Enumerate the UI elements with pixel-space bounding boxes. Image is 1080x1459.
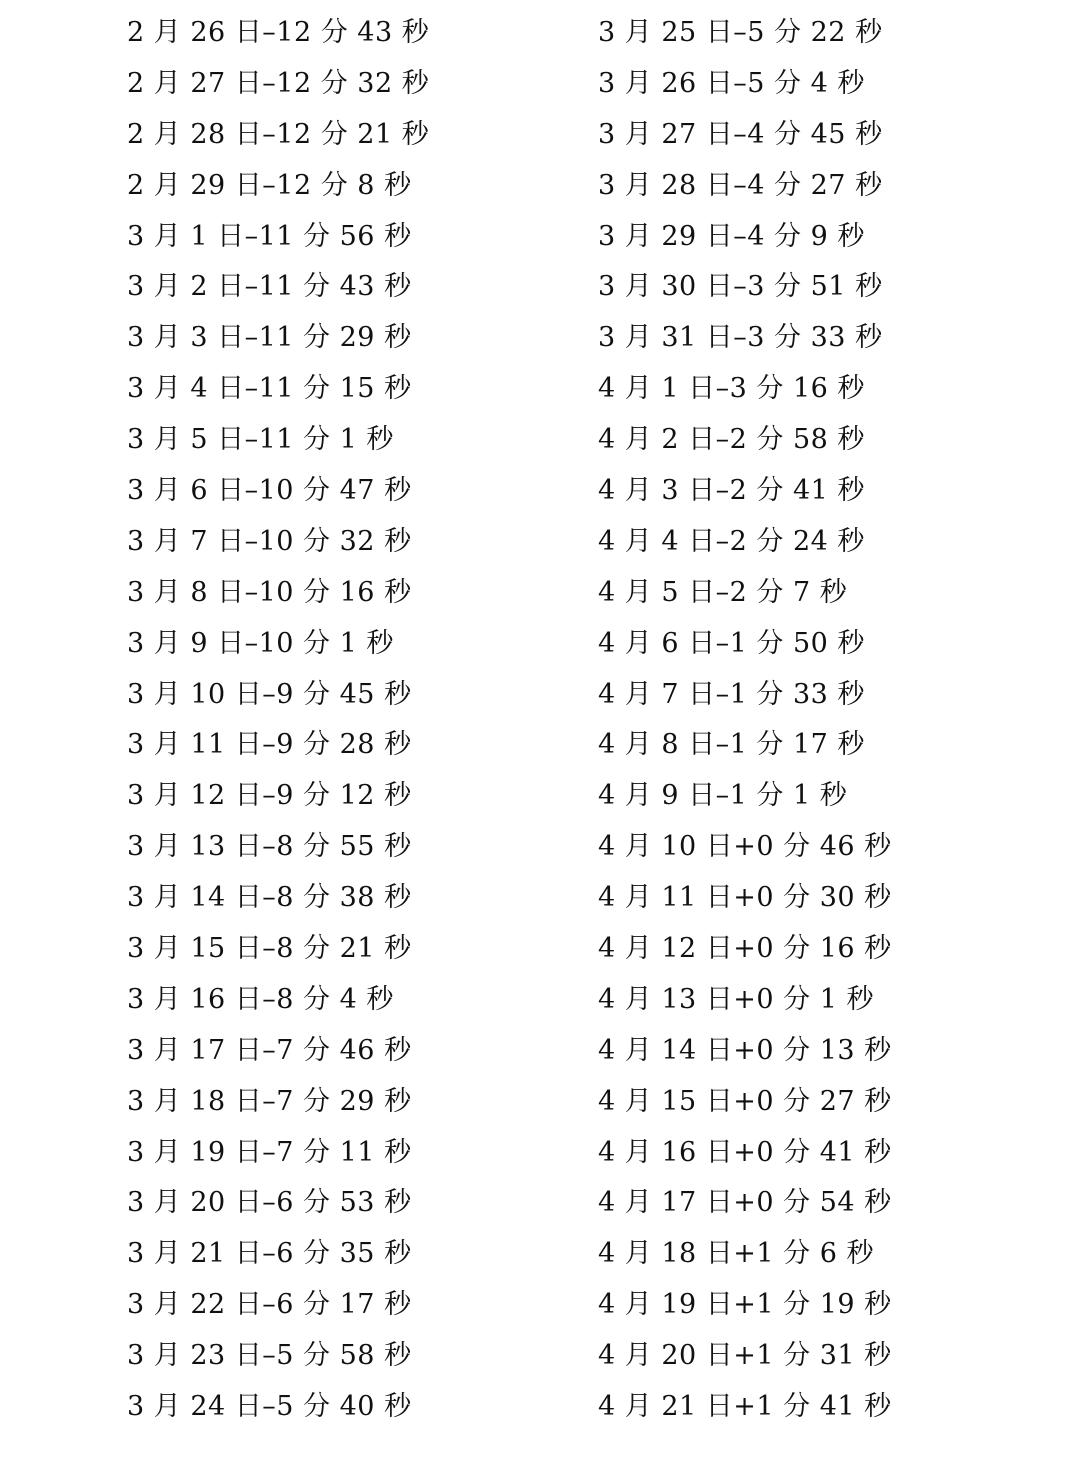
list-item: 3 月 19 日–7 分 11 秒 — [127, 1136, 412, 1168]
list-item: 3 月 25 日–5 分 22 秒 — [598, 17, 883, 48]
list-item: 4 月 16 日+0 分 41 秒 — [598, 1136, 892, 1168]
list-item: 3 月 27 日–4 分 45 秒 — [598, 118, 883, 150]
list-item: 2 月 27 日–12 分 32 秒 — [127, 67, 430, 99]
list-item: 3 月 24 日–5 分 40 秒 — [127, 1391, 412, 1423]
list-item: 3 月 2 日–11 分 43 秒 — [127, 271, 412, 303]
list-item: 3 月 14 日–8 分 38 秒 — [127, 882, 412, 914]
list-item: 4 月 10 日+0 分 46 秒 — [598, 831, 892, 863]
list-item: 3 月 12 日–9 分 12 秒 — [127, 780, 412, 812]
list-item: 3 月 23 日–5 分 58 秒 — [127, 1340, 412, 1372]
list-item: 3 月 3 日–11 分 29 秒 — [127, 322, 412, 354]
list-item: 4 月 9 日–1 分 1 秒 — [598, 780, 848, 812]
list-item: 3 月 15 日–8 分 21 秒 — [127, 933, 412, 965]
list-item: 3 月 5 日–11 分 1 秒 — [127, 424, 394, 456]
list-item: 2 月 29 日–12 分 8 秒 — [127, 169, 412, 201]
list-item: 4 月 18 日+1 分 6 秒 — [598, 1238, 875, 1270]
list-item: 2 月 28 日–12 分 21 秒 — [127, 118, 430, 150]
list-item: 3 月 26 日–5 分 4 秒 — [598, 67, 865, 99]
list-item: 3 月 28 日–4 分 27 秒 — [598, 169, 883, 201]
list-item: 3 月 20 日–6 分 53 秒 — [127, 1187, 412, 1219]
list-item: 4 月 15 日+0 分 27 秒 — [598, 1085, 892, 1117]
list-item: 3 月 17 日–7 分 46 秒 — [127, 1034, 412, 1066]
list-item: 3 月 30 日–3 分 51 秒 — [598, 271, 883, 303]
list-item: 4 月 6 日–1 分 50 秒 — [598, 627, 865, 659]
list-item: 4 月 4 日–2 分 24 秒 — [598, 525, 865, 557]
list-item: 3 月 10 日–9 分 45 秒 — [127, 678, 412, 710]
left-column-list — [127, 8, 429, 1433]
list-item: 4 月 3 日–2 分 41 秒 — [598, 475, 865, 507]
list-item: 4 月 11 日+0 分 30 秒 — [598, 882, 892, 914]
list-item: 3 月 16 日–8 分 4 秒 — [127, 983, 394, 1015]
list-item: 4 月 5 日–2 分 7 秒 — [598, 576, 848, 608]
list-item: 3 月 8 日–10 分 16 秒 — [127, 576, 412, 608]
list-item: 4 月 7 日–1 分 33 秒 — [598, 678, 865, 710]
list-item: 3 月 18 日–7 分 29 秒 — [127, 1085, 412, 1117]
list-item: 3 月 13 日–8 分 55 秒 — [127, 831, 412, 863]
list-item: 4 月 2 日–2 分 58 秒 — [598, 424, 865, 456]
list-item: 3 月 4 日–11 分 15 秒 — [127, 373, 412, 405]
list-item: 3 月 7 日–10 分 32 秒 — [127, 525, 412, 557]
list-item: 3 月 21 日–6 分 35 秒 — [127, 1238, 412, 1270]
list-item: 4 月 20 日+1 分 31 秒 — [598, 1340, 892, 1372]
list-item: 4 月 17 日+0 分 54 秒 — [598, 1187, 892, 1219]
list-item: 3 月 6 日–10 分 47 秒 — [127, 475, 412, 507]
list-item: 3 月 9 日–10 分 1 秒 — [127, 627, 394, 659]
list-item: 3 月 29 日–4 分 9 秒 — [598, 220, 865, 252]
list-item: 4 月 13 日+0 分 1 秒 — [598, 983, 875, 1015]
list-item: 4 月 19 日+1 分 19 秒 — [598, 1289, 892, 1321]
list-item: 4 月 14 日+0 分 13 秒 — [598, 1034, 892, 1066]
right-column-list — [598, 8, 892, 1433]
list-item: 2 月 26 日–12 分 43 秒 — [127, 17, 430, 48]
list-item: 3 月 11 日–9 分 28 秒 — [127, 729, 412, 761]
list-item: 4 月 8 日–1 分 17 秒 — [598, 729, 865, 761]
list-item: 3 月 1 日–11 分 56 秒 — [127, 220, 412, 252]
list-item: 4 月 21 日+1 分 41 秒 — [598, 1391, 892, 1423]
list-item: 3 月 31 日–3 分 33 秒 — [598, 322, 883, 354]
list-item: 4 月 12 日+0 分 16 秒 — [598, 933, 892, 965]
list-item: 4 月 1 日–3 分 16 秒 — [598, 373, 865, 405]
list-item: 3 月 22 日–6 分 17 秒 — [127, 1289, 412, 1321]
